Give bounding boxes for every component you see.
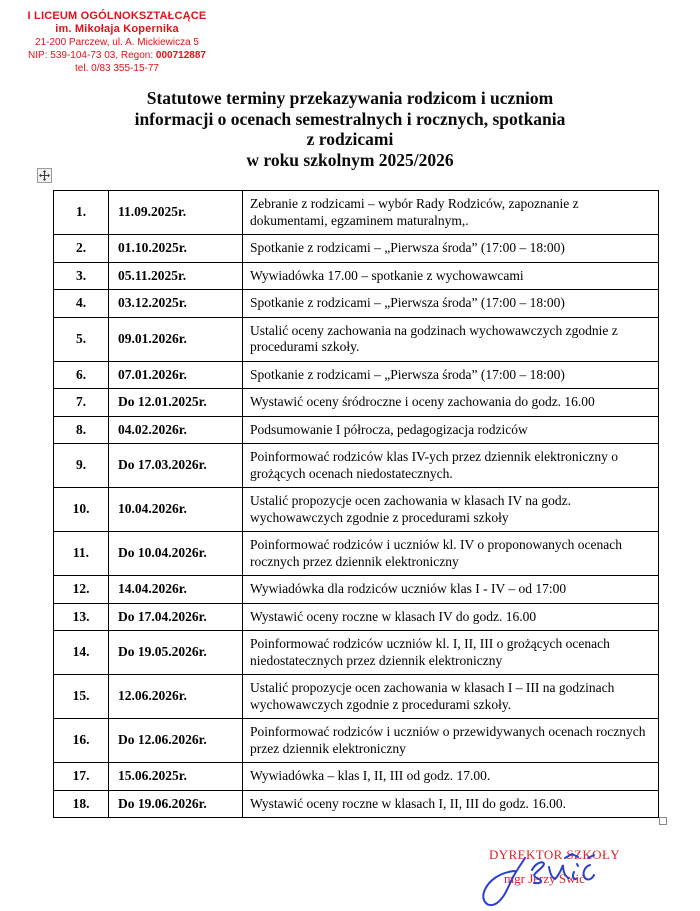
- table-row: [54, 389, 659, 417]
- four-way-arrow-icon: [39, 170, 50, 181]
- title-line-2: informacji o ocenach semestralnych i rocznych, spotkania: [134, 108, 566, 129]
- table-move-icon[interactable]: [37, 168, 52, 183]
- schedule-table: [53, 190, 659, 818]
- row-date-cell: 03.12.2025r.: [109, 290, 243, 318]
- row-date-cell: Do 17.04.2026r.: [109, 603, 243, 631]
- nip-text: NIP: 539-104-73 03, Regon:: [28, 50, 156, 61]
- school-phone: tel. 0/83 355-15-77: [75, 63, 159, 74]
- row-date-cell: Do 12.06.2026r.: [109, 719, 243, 763]
- table-row: [54, 763, 659, 791]
- signature-role-stamp: DYREKTOR SZKOŁY: [489, 847, 621, 862]
- school-patron: im. Mikołaja Kopernika: [55, 23, 179, 35]
- row-number-cell: 9.: [54, 444, 109, 488]
- title-line-4: w roku szkolnym 2025/2026: [246, 149, 454, 170]
- table-row: [54, 790, 659, 818]
- handwritten-signature-icon: [477, 853, 607, 909]
- table-row: [54, 361, 659, 389]
- table-row: [54, 719, 659, 763]
- schedule-table-body: [54, 191, 659, 818]
- row-date-cell: Do 19.06.2026r.: [109, 790, 243, 818]
- row-number-cell: 3.: [54, 262, 109, 290]
- row-number-cell: 11.: [54, 532, 109, 576]
- row-date-cell: Do 19.05.2026r.: [109, 631, 243, 675]
- row-description-cell: Wystawić oceny śródroczne i oceny zachowania do godz. 16.00: [243, 389, 659, 417]
- school-nip-regon: [8, 49, 226, 62]
- row-description-cell: Poinformować rodziców klas IV-ych przez dziennik elektroniczny o grożących ocenach niedostatecznych.: [243, 444, 659, 488]
- table-row: [54, 416, 659, 444]
- row-date-cell: 09.01.2026r.: [109, 317, 243, 361]
- row-date-cell: Do 12.01.2025r.: [109, 389, 243, 417]
- row-date-cell: Do 17.03.2026r.: [109, 444, 243, 488]
- table-row: [54, 317, 659, 361]
- table-row: [54, 290, 659, 318]
- table-resize-handle[interactable]: [659, 817, 667, 825]
- table-row: [54, 262, 659, 290]
- row-description-cell: Spotkanie z rodzicami – „Pierwsza środa” (17:00 – 18:00): [243, 235, 659, 263]
- row-number-cell: 5.: [54, 317, 109, 361]
- row-number-cell: 14.: [54, 631, 109, 675]
- table-row: [54, 191, 659, 235]
- school-letterhead: [8, 10, 226, 75]
- row-description-cell: Ustalić propozycje ocen zachowania w klasach IV na godz. wychowawczych zgodnie z procedurami szkoły: [243, 488, 659, 532]
- row-date-cell: 07.01.2026r.: [109, 361, 243, 389]
- row-description-cell: Wywiadówka dla rodziców uczniów klas I - IV – od 17:00: [243, 576, 659, 604]
- table-row: [54, 488, 659, 532]
- table-row: [54, 576, 659, 604]
- row-description-cell: Wywiadówka 17.00 – spotkanie z wychowawcami: [243, 262, 659, 290]
- row-description-cell: Spotkanie z rodzicami – „Pierwsza środa” (17:00 – 18:00): [243, 361, 659, 389]
- row-number-cell: 10.: [54, 488, 109, 532]
- row-description-cell: Ustalić oceny zachowania na godzinach wychowawczych zgodnie z procedurami szkoły.: [243, 317, 659, 361]
- row-description-cell: Ustalić propozycje ocen zachowania w klasach I – III na godzinach wychowawczych zgodnie z procedurami szkoły.: [243, 675, 659, 719]
- signature-name-stamp: mgr Jerzy Swić: [504, 871, 585, 886]
- row-description-cell: Poinformować rodziców i uczniów o przewidywanych ocenach rocznych przez dziennik elektroniczny: [243, 719, 659, 763]
- row-number-cell: 12.: [54, 576, 109, 604]
- row-date-cell: 14.04.2026r.: [109, 576, 243, 604]
- row-date-cell: 12.06.2026r.: [109, 675, 243, 719]
- row-number-cell: 1.: [54, 191, 109, 235]
- table-row: [54, 444, 659, 488]
- row-description-cell: Wystawić oceny roczne w klasach I, II, III do godz. 16.00.: [243, 790, 659, 818]
- table-row: [54, 235, 659, 263]
- row-date-cell: 15.06.2025r.: [109, 763, 243, 791]
- row-date-cell: 04.02.2026r.: [109, 416, 243, 444]
- row-number-cell: 13.: [54, 603, 109, 631]
- row-date-cell: Do 10.04.2026r.: [109, 532, 243, 576]
- row-number-cell: 2.: [54, 235, 109, 263]
- row-description-cell: Wystawić oceny roczne w klasach IV do godz. 16.00: [243, 603, 659, 631]
- row-description-cell: Spotkanie z rodzicami – „Pierwsza środa” (17:00 – 18:00): [243, 290, 659, 318]
- row-date-cell: 05.11.2025r.: [109, 262, 243, 290]
- title-line-1: Statutowe terminy przekazywania rodzicom i uczniom: [146, 88, 554, 108]
- row-description-cell: Zebranie z rodzicami – wybór Rady Rodziców, zapoznanie z dokumentami, egzaminem maturalnym,.: [243, 191, 659, 235]
- row-date-cell: 11.09.2025r.: [109, 191, 243, 235]
- row-number-cell: 18.: [54, 790, 109, 818]
- table-row: [54, 631, 659, 675]
- school-address: 21-200 Parczew, ul. A. Mickiewicza 5: [35, 37, 199, 48]
- row-description-cell: Poinformować rodziców i uczniów kl. IV o proponowanych ocenach rocznych przez dziennik elektroniczny: [243, 532, 659, 576]
- document-title: [0, 88, 700, 170]
- table-row: [54, 603, 659, 631]
- school-name: I LICEUM OGÓLNOKSZTAŁCĄCE: [27, 10, 207, 22]
- row-number-cell: 16.: [54, 719, 109, 763]
- table-row: [54, 675, 659, 719]
- row-description-cell: Wywiadówka – klas I, II, III od godz. 17.00.: [243, 763, 659, 791]
- title-line-3: z rodzicami: [306, 129, 394, 149]
- row-description-cell: Poinformować rodziców uczniów kl. I, II, III o grożących ocenach niedostatecznych przez dziennik elektroniczny: [243, 631, 659, 675]
- row-number-cell: 4.: [54, 290, 109, 318]
- row-date-cell: 10.04.2026r.: [109, 488, 243, 532]
- row-number-cell: 8.: [54, 416, 109, 444]
- row-number-cell: 6.: [54, 361, 109, 389]
- row-number-cell: 7.: [54, 389, 109, 417]
- row-number-cell: 15.: [54, 675, 109, 719]
- row-description-cell: Podsumowanie I półrocza, pedagogizacja rodziców: [243, 416, 659, 444]
- row-number-cell: 17.: [54, 763, 109, 791]
- regon-number: 000712887: [155, 50, 206, 61]
- table-row: [54, 532, 659, 576]
- row-date-cell: 01.10.2025r.: [109, 235, 243, 263]
